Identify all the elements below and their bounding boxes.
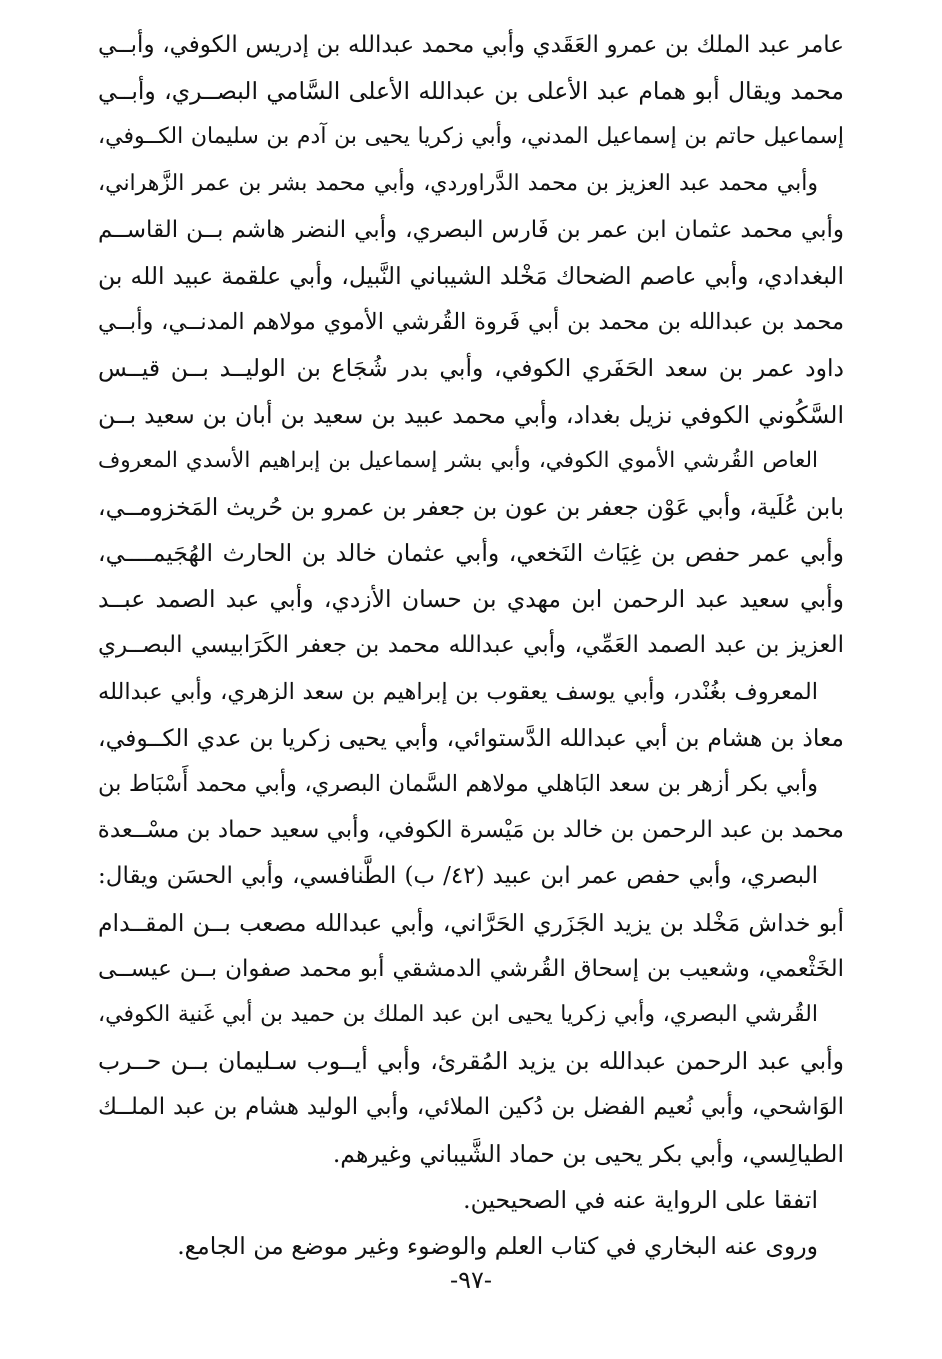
text-line: الخَثْعمي، وشعيب بن إسحاق القُرشي الدمشقي أبو محمد صفوان بــن عيســى	[98, 955, 844, 982]
page-number: -٩٧-	[450, 1266, 492, 1294]
text-line: وروى عنه البخاري في كتاب العلم والوضوء وغير موضع من الجامع.	[177, 1231, 818, 1260]
text-line: السَّكُوني الكوفي نزيل بغداد، وأبي محمد عبيد بن سعيد بن أبان بن سعيد بــن	[98, 400, 844, 429]
text-line: عامر عبد الملك بن عمرو العَقَدي وأبي محمد عبدالله بن إدريس الكوفي، وأبــي	[98, 32, 844, 58]
text-line: وأبي عبد الرحمن عبدالله بن يزيد المُقرئ، وأبي أيــوب سـليمان بــن حــرب	[98, 1047, 844, 1076]
text-line: الطيالِسي، وأبي بكر يحيى بن حماد الشَّيباني وغيرهم.	[332, 1139, 844, 1168]
text-line: وأبي محمد عثمان ابن عمر بن فَارس البصري، وأبي النضر هاشم بــن القاســم	[98, 216, 844, 243]
text-line: بابن عُلَية، وأبي عَوْن جعفر بن عون بن جعفر بن عمرو بن حُريث المَخزومــي،	[98, 492, 844, 521]
text-line: اتفقا على الرواية عنه في الصحيحين.	[463, 1185, 818, 1214]
text-line: وأبي عمر حفص بن غِيَاث النَخعي، وأبي عثمان خالد بن الحارث الهُجَيمــــي،	[98, 539, 844, 568]
text-line: داود عمر بن سعد الحَفَري الكوفي، وأبي بدر شُجَاع بن الوليــد بــن قيــس	[98, 354, 844, 383]
text-line: محمد ويقال أبو همام عبد الأعلى بن عبدالله الأعلى السَّامي البصــري، وأبــي	[98, 77, 844, 106]
text-line: العزيز بن عبد الصمد العَمِّي، وأبي عبدالله محمد بن جعفر الكَرَابيسي البصــري	[98, 632, 844, 659]
text-line: البصري، وأبي حفص عمر ابن عبيد (٤٢/ ب) الطَّنافسي، وأبي الحسَن ويقال:	[98, 863, 818, 890]
text-line: محمد بن عبد الرحمن بن خالد بن مَيْسرة الكوفي، وأبي سعيد حماد بن مسْــعدة	[98, 817, 844, 844]
text-line: القُرشي البصري، وأبي زكريا يحيى ابن عبد الملك بن حميد بن أبي غَنية الكوفي،	[98, 1001, 818, 1027]
text-line: البغدادي، وأبي عاصم الضحاك مَخْلد الشيباني النَّبيل، وأبي علقمة عبيد الله بن	[98, 261, 844, 290]
text-line: العاص القُرشي الأموي الكوفي، وأبي بشر إسماعيل بن إبراهيم الأسدي المعروف	[98, 447, 818, 473]
text-line: وأبي بكر أزهر بن سعد البَاهلي مولاهم السَّمان البصري، وأبي محمد أَسْبَاط بن	[98, 771, 818, 797]
text-line: الوَاشحي، وأبي نُعيم الفضل بن دُكين الملائي، وأبي الوليد هشام بن عبد الملــك	[98, 1094, 844, 1121]
text-line: معاذ بن هشام بن أبي عبدالله الدَّستوائي، وأبي يحيى زكريا بن عدي الكــوفي،	[98, 723, 844, 752]
text-line: إسماعيل حاتم بن إسماعيل المدني، وأبي زكريا يحيى بن آدم بن سليمان الكــوفي،	[98, 124, 844, 150]
text-line: وأبي محمد عبد العزيز بن محمد الدَّراوردي، وأبي محمد بشر بن عمر الزَّهراني،	[98, 170, 818, 196]
body-text	[98, 22, 844, 1269]
text-line: أبو خداش مَخْلد بن يزيد الجَزَري الحَرَّاني، وأبي عبدالله مصعب بــن المقــدام	[98, 908, 844, 937]
text-line: وأبي سعيد عبد الرحمن ابن مهدي بن حسان الأزدي، وأبي عبد الصمد عبــد	[98, 585, 844, 614]
text-line: المعروف بغُنْدر، وأبي يوسف يعقوب بن إبراهيم بن سعد الزهري، وأبي عبدالله	[98, 678, 818, 705]
text-line: محمد بن عبدالله بن محمد بن أبي فَروة القُرشي الأموي مولاهم المدنــي، وأبــي	[98, 309, 844, 336]
